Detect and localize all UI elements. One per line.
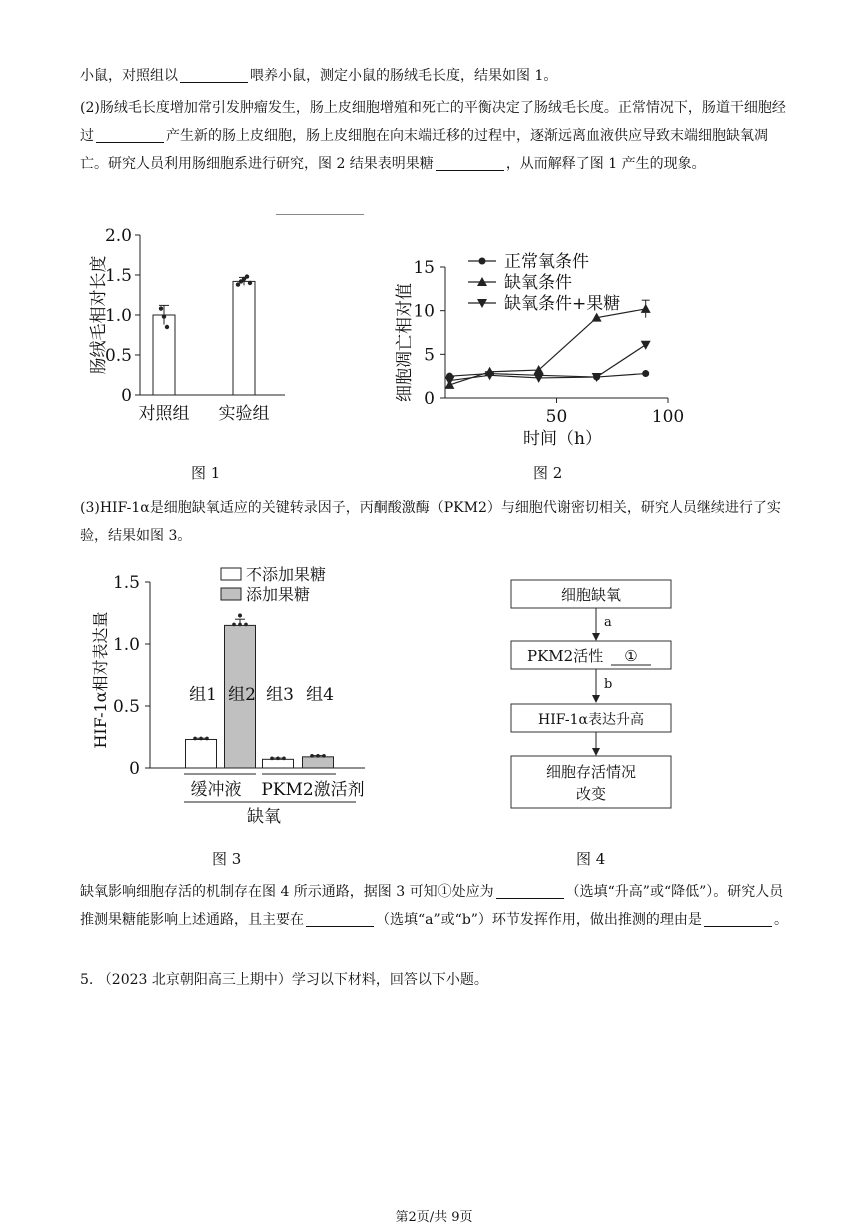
question-2-text <box>80 94 792 178</box>
data-point <box>282 757 286 761</box>
figure-1-bar-chart <box>80 220 310 450</box>
figure-3-caption: 图 3 <box>212 850 242 868</box>
text-segment: 产生新的肠上皮细胞，肠上皮细胞在向末端迁移的过程中，逐渐远离血液供应导致末端细胞缺氧凋亡。研究人员利用肠细胞系进行研究，图 2 结果表明果糖 <box>80 128 768 172</box>
flow-arrow-a-label: a <box>604 615 612 630</box>
answer-blank[interactable] <box>306 912 374 927</box>
text-segment: (3)HIF-1α是细胞缺氧适应的关键转录因子，丙酮酸激酶（PKM2）与细胞代谢密切相关，研究人员继续进行了实验，结果如图 3。 <box>80 500 781 544</box>
data-point <box>248 281 252 285</box>
y-axis-label: 肠绒毛相对长度 <box>89 255 109 375</box>
bar <box>233 281 255 395</box>
y-tick-label: 15 <box>413 258 435 278</box>
data-point <box>159 306 163 310</box>
figure-2-caption: 图 2 <box>533 464 563 482</box>
text-segment: 。 <box>773 912 788 928</box>
x-group-label: 缓冲液 <box>190 780 242 800</box>
legend-label: 缺氧条件+果糖 <box>504 294 621 314</box>
x-condition-label: 缺氧 <box>247 807 281 827</box>
data-point <box>244 623 248 627</box>
data-point <box>276 757 280 761</box>
legend-label: 添加果糖 <box>246 585 311 604</box>
question-5-text <box>80 966 792 994</box>
y-tick-label: 1.5 <box>112 573 140 593</box>
x-tick-label: 实验组 <box>218 404 270 424</box>
flow-box-survival-line1: 细胞存活情况 <box>545 763 637 781</box>
data-point <box>236 282 240 286</box>
bar <box>303 757 334 768</box>
answer-blank[interactable] <box>96 128 164 143</box>
figure-3-bar-chart <box>80 560 380 835</box>
y-tick-label: 5 <box>424 345 435 366</box>
data-point <box>641 304 651 313</box>
text-segment: 小鼠，对照组以 <box>80 68 178 84</box>
y-axis-label: HIF-1α相对表达量 <box>91 611 110 749</box>
answer-blank[interactable] <box>180 68 248 83</box>
text-segment: （选填“a”或“b”）环节发挥作用，做出推测的理由是 <box>376 912 702 928</box>
legend-label: 不添加果糖 <box>246 565 327 584</box>
data-point <box>193 737 197 741</box>
question-3b-text <box>80 878 792 934</box>
figure-1-caption: 图 1 <box>191 464 221 482</box>
data-point <box>199 737 203 741</box>
figure-4-flow-diagram <box>505 575 685 815</box>
data-point <box>162 314 166 318</box>
legend-label: 正常氧条件 <box>504 252 589 272</box>
data-point <box>205 737 209 741</box>
flow-blank-1: ① <box>624 647 638 665</box>
page-footer: 第2页/共 9页 <box>395 1210 473 1225</box>
legend-swatch <box>221 568 241 580</box>
data-point <box>238 623 242 627</box>
group-label: 组4 <box>306 685 334 705</box>
text-segment: 5. （2023 北京朝阳高三上期中）学习以下材料，回答以下小题。 <box>80 972 488 988</box>
legend-swatch <box>221 588 241 600</box>
data-point <box>642 370 649 377</box>
figure-2-line-chart <box>388 240 698 455</box>
x-tick-label: 对照组 <box>138 404 190 424</box>
data-point <box>641 341 651 350</box>
group-label: 组2 <box>228 685 256 705</box>
x-axis-label: 时间（h） <box>523 429 602 449</box>
group-label: 组3 <box>266 685 294 705</box>
y-tick-label: 10 <box>413 301 435 322</box>
bar <box>186 739 217 768</box>
data-point <box>238 613 242 617</box>
answer-blank[interactable] <box>436 156 504 171</box>
separator-line <box>276 214 364 215</box>
y-axis-label: 细胞凋亡相对值 <box>395 283 415 402</box>
text-segment: 缺氧影响细胞存活的机制存在图 4 所示通路，据图 3 可知①处应为 <box>80 884 494 900</box>
data-point <box>316 754 320 758</box>
y-tick-label: 2.0 <box>104 226 132 246</box>
text-segment: （选填“升高”或“降低”）。研究人员推测果糖能影响上述通路，且主要在 <box>80 884 784 928</box>
legend-label: 缺氧条件 <box>504 273 572 293</box>
flow-box-survival-line2: 改变 <box>575 785 607 803</box>
bar <box>153 315 175 395</box>
flow-box-pkm2-label: PKM2活性 <box>527 647 604 665</box>
data-point <box>310 754 314 758</box>
x-tick-label: 100 <box>651 407 685 427</box>
answer-blank[interactable] <box>496 884 564 899</box>
data-point <box>232 623 236 627</box>
flow-box-hif-label: HIF-1α表达升高 <box>538 712 644 728</box>
question-text-line1 <box>80 62 792 90</box>
answer-blank[interactable] <box>704 912 772 927</box>
y-tick-label: 0 <box>424 389 435 409</box>
y-tick-label: 1.0 <box>112 635 140 655</box>
data-point <box>245 274 249 278</box>
data-point <box>165 325 169 329</box>
x-tick-label: 50 <box>545 407 568 427</box>
x-group-label: PKM2激活剂 <box>261 780 365 800</box>
data-point <box>322 754 326 758</box>
y-tick-label: 0 <box>129 759 140 779</box>
bar <box>263 759 294 768</box>
flow-box-hypoxia-label: 细胞缺氧 <box>560 586 622 604</box>
y-tick-label: 0.5 <box>104 346 132 366</box>
figure-4-caption: 图 4 <box>576 850 606 868</box>
legend-marker <box>479 258 486 265</box>
text-segment: 喂养小鼠，测定小鼠的肠绒毛长度，结果如图 1。 <box>250 68 558 84</box>
y-tick-label: 1.5 <box>104 266 132 286</box>
y-tick-label: 0.5 <box>112 697 140 717</box>
y-tick-label: 1.0 <box>104 306 132 326</box>
group-label: 组1 <box>189 685 217 705</box>
y-tick-label: 0 <box>121 386 132 406</box>
data-point <box>270 757 274 761</box>
flow-arrow-b-label: b <box>604 677 613 692</box>
series-line <box>449 309 645 385</box>
text-segment: ，从而解释了图 1 产生的现象。 <box>505 156 706 172</box>
text-segment: (2)肠绒毛长度增加常引发肿瘤发生，肠上皮细胞增殖和死亡的平衡决定了肠绒毛长度。正常情况下，肠道干细胞经过 <box>80 100 786 144</box>
question-3-text <box>80 494 792 550</box>
